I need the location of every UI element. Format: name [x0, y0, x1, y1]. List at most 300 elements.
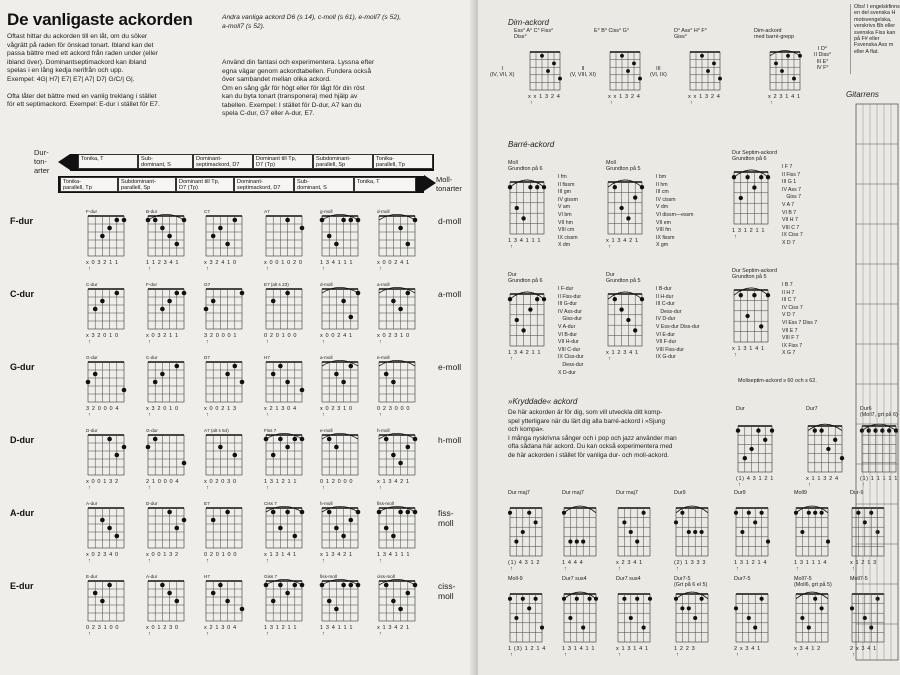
finger-dot	[770, 428, 774, 432]
chord-name: E7	[204, 501, 210, 506]
fingering: 3 2 0 0 0 1	[204, 333, 238, 339]
chord-diagram	[686, 44, 730, 104]
root-arrow-icon: ↑	[206, 631, 209, 637]
finger-dot	[160, 226, 165, 231]
text-line: de här ackorden i stället för vanliga dur- och moll-ackord.	[508, 451, 669, 459]
kryddade-chord-name: Dur7 sus4	[616, 576, 641, 582]
finger-dot	[622, 597, 626, 601]
barre-arc	[564, 506, 596, 513]
fingering: x 3 2 0 1 0	[86, 333, 119, 339]
text-line: och kompa«.	[508, 426, 545, 434]
root-arrow-icon: ↑	[618, 652, 621, 658]
finger-dot	[93, 307, 98, 312]
barre-arc	[796, 592, 828, 599]
dim-position: III (VI, IX)	[650, 66, 667, 79]
root-arrow-icon: ↑	[676, 566, 679, 572]
finger-dot	[613, 297, 617, 301]
header-top-row	[78, 154, 433, 169]
finger-dot	[760, 597, 764, 601]
moll-row-label: d-moll	[438, 216, 462, 226]
chord-diagram	[144, 281, 194, 343]
finger-dot	[114, 291, 119, 296]
finger-dot	[327, 437, 332, 442]
finger-dot	[100, 234, 105, 239]
chord-name: H7	[264, 355, 270, 360]
chord-diagram	[375, 281, 425, 343]
fingering: 1 3 1 2 1 4	[734, 560, 768, 566]
finger-dot	[515, 206, 519, 210]
chord-diagram	[375, 500, 425, 562]
finger-dot	[334, 607, 339, 612]
kryddade-chord-name: Dur maj7	[562, 490, 584, 496]
finger-dot	[568, 540, 572, 544]
chord-name: C7	[204, 209, 210, 214]
chord-diagram	[84, 500, 134, 562]
chord-diagram	[84, 573, 134, 635]
text-line: Exempel: 4G| H7| E7| E7| A7| D7| G/C/| G|.	[7, 75, 135, 83]
fingering: x 2 3 4 1	[616, 560, 643, 566]
finger-dot	[780, 69, 784, 73]
finger-dot	[786, 54, 790, 58]
finger-dot	[740, 530, 744, 534]
intro-text-col2	[222, 59, 472, 119]
finger-dot	[619, 307, 623, 311]
chord-diagram	[262, 208, 312, 270]
finger-dot	[514, 540, 518, 544]
chord-diagram	[604, 286, 652, 360]
finger-dot	[568, 616, 572, 620]
finger-dot	[292, 437, 297, 442]
chord-name: a-moll	[377, 282, 390, 287]
root-arrow-icon: ↑	[852, 652, 855, 658]
finger-dot	[527, 606, 531, 610]
root-arrow-icon: ↑	[148, 558, 151, 564]
chord-name: fiss-moll	[377, 501, 394, 506]
fingering: 1 1 2 3 4 1	[146, 260, 180, 266]
finger-dot	[384, 372, 389, 377]
fingering: x 0 2 3 1 0	[377, 333, 410, 339]
barre-position-list: I fm II fissm III gm IV gissm V am VI bm VII hm VIII cm IX cissm X dm	[558, 174, 578, 249]
root-arrow-icon: ↑	[796, 652, 799, 658]
fingering: x 0 2 3 1 0	[320, 406, 353, 412]
fingering: (1) 4 3 1 2	[508, 560, 541, 566]
finger-dot	[840, 456, 844, 460]
barre-block-title: Dur Grundton på 5	[606, 272, 641, 285]
finger-dot	[153, 218, 158, 223]
finger-dot	[398, 307, 403, 312]
text-line: spel ytterligare när du lärt dig alla barré-ackord i »Sjung	[508, 417, 666, 425]
finger-dot	[535, 297, 539, 301]
finger-dot	[575, 540, 579, 544]
root-arrow-icon: ↑	[88, 339, 91, 345]
chord-diagram	[606, 44, 650, 104]
chord-diagram	[202, 354, 252, 416]
chord-diagram	[318, 500, 368, 562]
finger-dot	[833, 438, 837, 442]
chord-diagram	[375, 573, 425, 635]
fingering: x 2 3 1 4 1	[768, 94, 801, 100]
root-arrow-icon: ↑	[734, 352, 737, 358]
chord-diagram	[614, 500, 660, 570]
finger-dot	[642, 626, 646, 630]
finger-dot	[508, 511, 512, 515]
finger-dot	[167, 591, 172, 596]
fingering: x 1 3 4 2 1	[377, 625, 410, 631]
chord-diagram	[318, 281, 368, 343]
finger-dot	[540, 54, 544, 58]
root-arrow-icon: ↑	[862, 482, 865, 488]
finger-dot	[204, 307, 209, 312]
fingering: 1 3 1 1 1 4	[794, 560, 828, 566]
finger-dot	[629, 530, 633, 534]
finger-dot	[693, 616, 697, 620]
barre-arc	[770, 50, 800, 55]
fingering: (1) 1 1 1 1 1	[860, 476, 898, 482]
finger-dot	[225, 599, 230, 604]
text-line: tabellen. Exempel: I stället för D-dur, A7 kan du	[222, 101, 362, 109]
finger-dot	[638, 77, 642, 81]
chord-diagram	[262, 427, 312, 489]
finger-dot	[240, 607, 245, 612]
chord-diagram	[202, 427, 252, 489]
finger-dot	[174, 526, 179, 531]
finger-dot	[285, 218, 290, 223]
finger-dot	[278, 437, 283, 442]
finger-dot	[341, 299, 346, 304]
chord-diagram	[672, 586, 718, 656]
dim-section-title: Dim-ackord	[508, 18, 549, 27]
header-bottom-row	[60, 177, 416, 192]
fingering: 1 3 1 2 1 1	[264, 479, 298, 485]
text-line: ofta sådana här ackord. Du kan också experimentera med	[508, 443, 673, 451]
finger-dot	[211, 299, 216, 304]
finger-dot	[285, 591, 290, 596]
finger-dot	[405, 242, 410, 247]
fretboard-strip	[854, 102, 900, 662]
finger-dot	[763, 438, 767, 442]
chord-diagram	[202, 281, 252, 343]
chord-diagram	[730, 282, 778, 356]
root-arrow-icon: ↑	[148, 631, 151, 637]
finger-dot	[182, 518, 187, 523]
root-arrow-icon: ↑	[734, 234, 737, 240]
fingering: x 1 1 3 2 4	[806, 476, 839, 482]
chord-name: fiss-moll	[320, 574, 337, 579]
finger-dot	[225, 510, 230, 515]
header-cell: Dominant till Tp, D7 (Tp)	[176, 177, 234, 192]
kryddade-chord-name: Dur7 sus4	[562, 576, 587, 582]
finger-dot	[405, 591, 410, 596]
finger-dot	[743, 456, 747, 460]
finger-dot	[700, 597, 704, 601]
chord-diagram	[262, 281, 312, 343]
dim-position: I (IV, VII, X)	[490, 66, 515, 79]
finger-dot	[718, 77, 722, 81]
key-row-label: E-dur	[10, 581, 34, 591]
barre-position-list: I F 7 II Fiss 7 III G 1 IV Ass 7 Giss 7 V A 7 VI B 7 VII H 7 VIII C 7 IX Ciss 7 X D 7	[782, 164, 803, 246]
fingering: 2 1 0 0 0 4	[146, 479, 180, 485]
page-title: De vanligaste ackorden	[7, 10, 193, 29]
finger-dot	[813, 511, 817, 515]
chord-name: a-moll	[320, 355, 333, 360]
chord-name: A7 (alt s 54)	[204, 428, 229, 433]
fingering: 0 2 0 1 0 0	[264, 333, 298, 339]
chord-name: E-dur	[86, 574, 98, 579]
chord-name: Giss 7	[264, 574, 278, 579]
root-arrow-icon: ↑	[618, 566, 621, 572]
finger-dot	[752, 293, 756, 297]
fingering: x 1 3 4 2 1	[606, 238, 639, 244]
finger-dot	[278, 364, 283, 369]
text-line: vågrätt på raden för önskad tonart. Ibland kan det	[7, 41, 154, 49]
fingering: 0 2 3 1 0 0	[86, 625, 120, 631]
barre-section-title: Barré-ackord	[508, 140, 555, 149]
finger-dot	[225, 372, 230, 377]
finger-dot	[774, 61, 778, 65]
root-arrow-icon: ↑	[322, 412, 325, 418]
finger-dot	[292, 534, 297, 539]
finger-dot	[581, 626, 585, 630]
finger-dot	[535, 185, 539, 189]
text-line: Använd din fantasi och experimentera. Lyssna efter	[222, 59, 375, 66]
right-page	[478, 0, 900, 675]
finger-dot	[107, 583, 112, 588]
finger-dot	[734, 511, 738, 515]
chord-name: D-dur	[146, 501, 158, 506]
finger-dot	[581, 540, 585, 544]
finger-dot	[613, 185, 617, 189]
finger-dot	[826, 540, 830, 544]
chord-name: B-dur	[146, 209, 158, 214]
finger-dot	[759, 175, 763, 179]
header-cell: Tonika- parallell, Tp	[60, 177, 118, 192]
fingering: 2 x 3 4 1	[850, 646, 877, 652]
finger-dot	[182, 291, 187, 296]
barre-position-list: I B 7 II H 7 III C 7 IV Ciss 7 V D 7 VI Ess 7 Diss 7 VII E 7 VIII F 7 IX Fiss 7 X G 7	[782, 282, 818, 357]
finger-dot	[635, 540, 639, 544]
finger-dot	[240, 291, 245, 296]
finger-dot	[300, 388, 305, 393]
finger-dot	[182, 461, 187, 466]
finger-dot	[174, 291, 179, 296]
root-arrow-icon: ↑	[736, 652, 739, 658]
fingering: 1 3 1 2 1 1	[732, 228, 766, 234]
finger-dot	[792, 77, 796, 81]
root-arrow-icon: ↑	[266, 412, 269, 418]
fingering: 3 2 0 0 0 4	[86, 406, 120, 412]
chord-diagram	[262, 573, 312, 635]
chord-diagram	[144, 427, 194, 489]
key-row-label: G-dur	[10, 362, 35, 372]
root-arrow-icon: ↑	[510, 566, 513, 572]
text-line: spelas i en lång kedja nerifrån och upp.	[7, 67, 124, 74]
finger-dot	[800, 530, 804, 534]
chord-diagram	[202, 573, 252, 635]
finger-dot	[153, 437, 158, 442]
finger-dot	[739, 293, 743, 297]
fingering: x 1 3 4 2 1	[377, 479, 410, 485]
finger-dot	[706, 69, 710, 73]
barre-arc	[379, 360, 415, 366]
root-arrow-icon: ↑	[608, 356, 611, 362]
fingering: x x 1 3 2 4	[688, 94, 721, 100]
finger-dot	[167, 299, 172, 304]
root-arrow-icon: ↑	[206, 558, 209, 564]
finger-dot	[292, 583, 297, 588]
chord-diagram	[144, 208, 194, 270]
finger-dot	[626, 318, 630, 322]
dim-chord-name: Dim-ackord med barré-grepp	[754, 28, 795, 41]
fingering: x 0 1 2 3 0	[146, 625, 179, 631]
root-arrow-icon: ↑	[206, 266, 209, 272]
finger-dot	[813, 597, 817, 601]
chord-diagram	[318, 573, 368, 635]
finger-dot	[232, 453, 237, 458]
finger-dot	[558, 77, 562, 81]
finger-dot	[527, 511, 531, 515]
finger-dot	[534, 520, 538, 524]
fingering: 1 3 4 1 1 1	[320, 625, 354, 631]
finger-dot	[756, 428, 760, 432]
header-cell: Tonika, T	[354, 177, 416, 192]
kryddade-chord-name: Dur-9	[850, 490, 864, 496]
root-arrow-icon: ↑	[266, 631, 269, 637]
finger-dot	[271, 599, 276, 604]
text-line: De här ackorden är för dig, som vill utveckla ditt komp-	[508, 409, 663, 416]
chord-name: G7	[204, 282, 211, 287]
root-arrow-icon: ↑	[322, 266, 325, 272]
fingering: 1 4 4 4	[562, 560, 584, 566]
finger-dot	[160, 372, 165, 377]
fingering: x 0 2 3 4 0	[86, 552, 119, 558]
root-arrow-icon: ↑	[266, 485, 269, 491]
finger-dot	[622, 520, 626, 524]
header-cell: Sub- dominant, S	[294, 177, 354, 192]
root-arrow-icon: ↑	[608, 244, 611, 250]
finger-dot	[122, 445, 127, 450]
text-line: a-moll7 (s 52).	[222, 22, 265, 30]
root-arrow-icon: ↑	[206, 412, 209, 418]
finger-dot	[739, 196, 743, 200]
dim-chord-name: Ess° A° C° Fiss° Diss°	[514, 28, 554, 41]
chord-name: e-moll	[320, 428, 333, 433]
chord-diagram	[262, 354, 312, 416]
chord-diagram	[506, 586, 552, 656]
chord-name: E7 (alt s 23)	[264, 282, 289, 287]
finger-dot	[633, 195, 637, 199]
chord-name: A-dur	[86, 501, 98, 506]
chord-name: A-dur	[146, 574, 158, 579]
moll-row-label: fiss- moll	[438, 508, 454, 528]
finger-dot	[687, 606, 691, 610]
kryddade-chord-name: Dur9	[674, 490, 686, 496]
root-arrow-icon: ↑	[564, 566, 567, 572]
text-line: egna vägar genom ackordtabellen. Fundera också	[222, 67, 372, 75]
finger-dot	[391, 599, 396, 604]
finger-dot	[341, 583, 346, 588]
finger-dot	[546, 69, 550, 73]
finger-dot	[552, 61, 556, 65]
finger-dot	[749, 447, 753, 451]
root-arrow-icon: ↑	[88, 485, 91, 491]
finger-dot	[285, 510, 290, 515]
chord-name: D7	[204, 355, 210, 360]
finger-dot	[391, 299, 396, 304]
header-cell: Tonika, T	[78, 154, 138, 169]
finger-dot	[674, 520, 678, 524]
finger-dot	[232, 218, 237, 223]
root-arrow-icon: ↑	[322, 485, 325, 491]
chord-diagram	[84, 354, 134, 416]
finger-dot	[648, 597, 652, 601]
fingering: x 2 1 3 0 4	[204, 625, 237, 631]
chord-diagram	[614, 586, 660, 656]
root-arrow-icon: ↑	[379, 485, 382, 491]
finger-dot	[348, 218, 353, 223]
finger-dot	[341, 534, 346, 539]
finger-dot	[174, 364, 179, 369]
moll-row-label: a-moll	[438, 289, 462, 299]
finger-dot	[391, 453, 396, 458]
finger-dot	[211, 234, 216, 239]
chord-diagram	[318, 208, 368, 270]
kryddade-text	[508, 409, 723, 461]
finger-dot	[747, 511, 751, 515]
finger-dot	[348, 583, 353, 588]
finger-dot	[633, 328, 637, 332]
finger-dot	[327, 510, 332, 515]
fingering: x 2 1 3 0 4	[264, 406, 297, 412]
chord-diagram	[804, 418, 852, 486]
chord-name: h-moll	[377, 428, 390, 433]
root-arrow-icon: ↑	[88, 558, 91, 564]
finger-dot	[700, 54, 704, 58]
finger-dot	[341, 380, 346, 385]
chord-diagram	[375, 208, 425, 270]
chord-diagram	[506, 286, 554, 360]
finger-dot	[807, 626, 811, 630]
chord-diagram	[144, 573, 194, 635]
root-arrow-icon: ↑	[88, 412, 91, 418]
fingering: 1 3 1 2 1 1	[264, 625, 298, 631]
root-arrow-icon: ↑	[379, 266, 382, 272]
chord-diagram	[84, 281, 134, 343]
chord-diagram	[84, 208, 134, 270]
root-arrow-icon: ↑	[379, 339, 382, 345]
barre-block-title: Dur Grundton på 6	[508, 272, 543, 285]
finger-dot	[122, 218, 127, 223]
finger-dot	[398, 461, 403, 466]
chord-diagram	[375, 354, 425, 416]
text-line: kan du byta tonart (transponera) med hjälp av	[222, 93, 358, 100]
finger-dot	[700, 530, 704, 534]
finger-dot	[575, 597, 579, 601]
finger-dot	[334, 242, 339, 247]
finger-dot	[107, 526, 112, 531]
text-line: passa bättre med ett ackord från raden under (eller	[7, 50, 158, 57]
chord-diagram	[84, 427, 134, 489]
finger-dot	[341, 218, 346, 223]
finger-dot	[107, 226, 112, 231]
chord-name: Ciss 7	[264, 501, 277, 506]
fingering: x x 1 3 2 4	[528, 94, 561, 100]
fingering: (1) 4 3 1 2 1	[736, 476, 774, 482]
moll-tonarter-label: Moll- tonarter	[436, 175, 462, 193]
finger-dot	[619, 206, 623, 210]
finger-dot	[86, 380, 91, 385]
barre-position-list: I F-dur II Fiss-dur III G-dur IV Ass-dur Giss-dur V A-dur VI B-dur VII H-dur VIII C-dur IX Ciss-dur Dess-dur X D-dur	[558, 286, 584, 376]
root-arrow-icon: ↑	[379, 631, 382, 637]
